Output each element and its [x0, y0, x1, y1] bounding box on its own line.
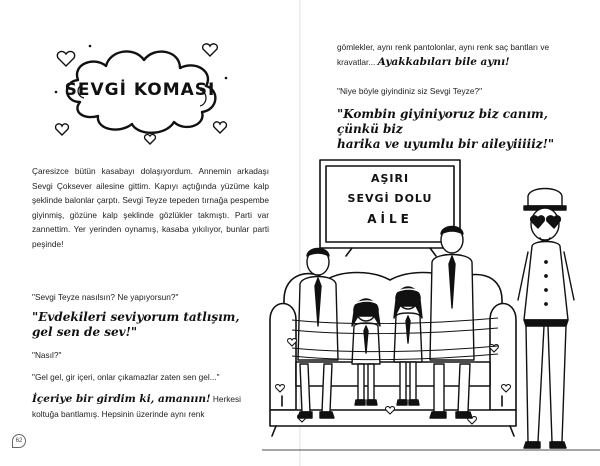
family-girl-right — [394, 287, 422, 405]
right-paragraph-1-handwritten: Ayakkabıları bile aynı! — [377, 55, 510, 68]
left-question-2: "Nasıl?" — [32, 350, 62, 360]
chapter-title: SEVGİ KOMASI — [64, 80, 216, 100]
left-paragraph-intro: Çaresizce bütün kasabayı dolaşıyordum. Annemin arkadaşı Sevgi Çoksever ailesine gittim. Kapıyı açtığında yüzüme kalp şeklinde balonlar çarptı. Sevgi Teyze tepeden tırnağa pespembe giyinmiş, gözüne kalp şeklinde gözlükler takmıştı. Parti var zannettim. Yer yerinden oynamış, kasaba yıkılıyor, bunlar parti peşinde! — [32, 166, 269, 249]
page-number: 62 — [12, 434, 26, 448]
right-answer-handwritten — [337, 107, 577, 152]
sign-line-1: AŞIRI — [370, 172, 410, 185]
right-answer-line-2: harika ve uyumlu bir aileyiiiiiz!" — [337, 137, 555, 151]
family-illustration — [262, 150, 600, 466]
left-dialog-3: "Gel gel, gir içeri, onlar çıkamazlar zaten sen gel..." — [32, 372, 220, 382]
left-closing-paragraph — [32, 392, 269, 421]
answer-line-2: gel sen de sev!" — [32, 325, 138, 339]
left-answer-handwritten — [32, 310, 269, 340]
chapter-title-cloud — [50, 30, 230, 145]
right-paragraph-1 — [337, 40, 567, 69]
right-answer-line-1: "Kombin giyiniyoruz biz canım, çünkü biz — [337, 107, 548, 136]
sign-line-2: SEVGİ DOLU — [347, 192, 433, 205]
answer-line-1: "Evdekileri seviyorum tatlışım, — [32, 310, 240, 324]
right-question: "Niye böyle giyindiniz siz Sevgi Teyze?" — [337, 86, 483, 96]
closing-handwritten: İçeriye bir girdim ki, amanıın! — [32, 393, 211, 405]
left-question-1: "Sevgi Teyze nasılsın? Ne yapıyorsun?" — [32, 292, 179, 302]
closing-text: Herkesi koltuğa bantlamış. Hepsinin üzerinde aynı renk — [32, 394, 242, 419]
sign-line-3: AİLE — [367, 212, 413, 226]
right-paragraph-1-text: gömlekler, aynı renk pantolonlar, aynı renk saç bantları ve kravatlar... — [337, 42, 550, 67]
sevgi-teyze-figure — [518, 189, 574, 449]
